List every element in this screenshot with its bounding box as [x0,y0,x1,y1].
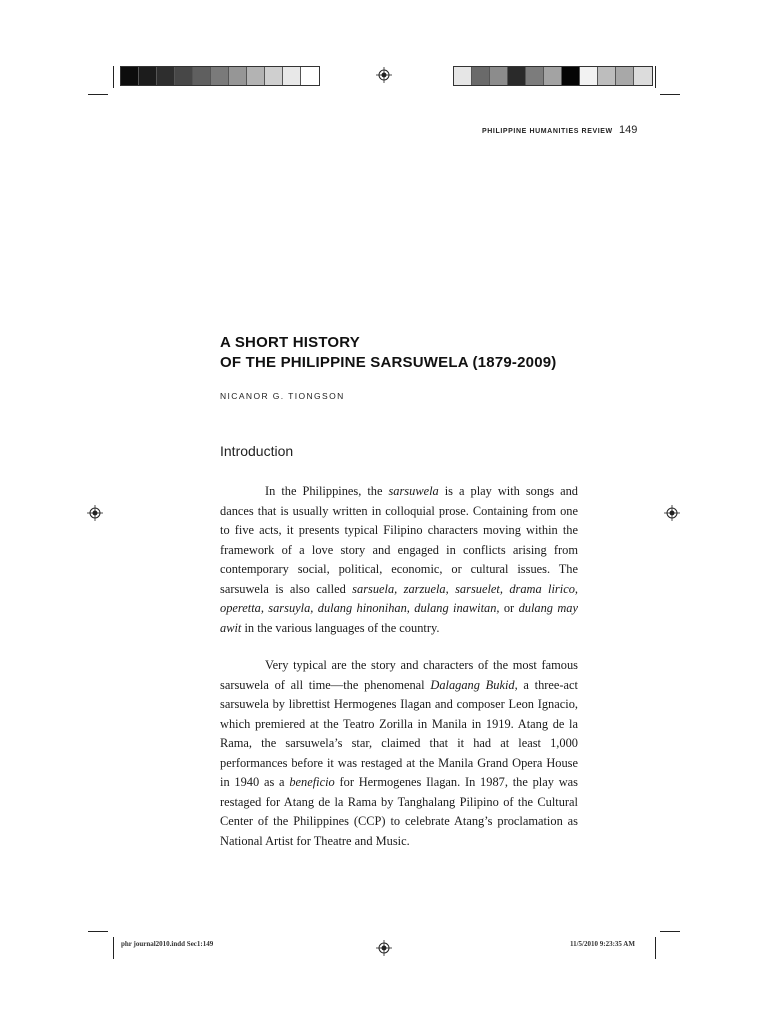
color-swatch [472,67,490,85]
registration-mark-icon [376,940,392,956]
color-swatch [175,67,193,85]
italic-text-run: dulang may awit [220,601,578,635]
article-author: NICANOR G. TIONGSON [220,391,345,401]
color-swatch [283,67,301,85]
color-swatch [634,67,652,85]
italic-text-run: beneficio [289,775,335,789]
registration-mark-icon [376,67,392,83]
color-calibration-bar-right [453,66,653,86]
color-swatch [544,67,562,85]
crop-mark [88,931,108,932]
slug-timestamp: 11/5/2010 9:23:35 AM [570,940,635,948]
slug-filename: phr journal2010.indd Sec1:149 [121,940,214,948]
text-run: In the Philippines, the [265,484,389,498]
color-swatch [121,67,139,85]
color-swatch [598,67,616,85]
color-swatch [526,67,544,85]
color-swatch [139,67,157,85]
color-swatch [562,67,580,85]
color-swatch [616,67,634,85]
text-run: a three-act sarsuwela by librettist Hermogenes Ilagan and composer Leon Ignacio, which premiered at the Teatro Zorilla in Manila in 1919. Atang de la Rama, the sarsuwela’s star, claimed that it had at least 1,000 performances before it was restaged at the Manila Grand Opera House in 1940 as a [220,677,578,789]
text-run: in the various languages of the country. [241,620,440,635]
color-calibration-bar-left [120,66,320,86]
color-swatch [157,67,175,85]
registration-mark-icon [664,505,680,521]
body-paragraph [220,482,578,638]
text-run: for Hermogenes Ilagan. In 1987, the play was restaged for Atang de la Rama by Tanghalang Pilipino of the Cultural Center of the Philippines (CCP) to celebrate Atang’s proclamation as National Artist for Theatre and Music. [220,775,578,848]
crop-mark [655,937,656,959]
italic-text-run: sarsuwela [388,484,439,498]
color-swatch [211,67,229,85]
color-swatch [490,67,508,85]
color-swatch [580,67,598,85]
article-title-line: A SHORT HISTORY [220,334,360,351]
italic-text-run: Dalagang Bukid, [430,677,518,692]
running-head: PHILIPPINE HUMANITIES REVIEW [482,128,613,135]
section-heading: Introduction [220,443,294,459]
crop-mark [88,94,108,95]
crop-mark [113,66,114,88]
crop-mark [655,66,656,88]
article-title-line: OF THE PHILIPPINE SARSUWELA (1879-2009) [220,354,557,371]
body-paragraph [220,656,578,851]
color-swatch [265,67,283,85]
page-number: 149 [619,124,638,136]
crop-mark [113,937,114,959]
color-swatch [301,67,319,85]
italic-text-run: sarsuela, zarzuela, sarsuelet, drama lirico, operetta, sarsuyla, dulang hinonihan, dulang inawitan, [220,581,578,615]
crop-mark [660,931,680,932]
text-run: is a play with songs and dances that is usually written in colloquial prose. Containing from one to five acts, it presents typical Filipino characters moving within the framework of a love story and engaged in conflicts arising from contemporary social, political, economic, or cultural issues. The sarsuwela is also called [220,484,578,596]
text-run: Very typical are the story and characters of the most famous sarsuwela of all time—the phenomenal [220,658,578,692]
registration-mark-icon [87,505,103,521]
color-swatch [508,67,526,85]
color-swatch [229,67,247,85]
color-swatch [247,67,265,85]
crop-mark [660,94,680,95]
article-title [220,333,640,373]
text-run: or [499,601,519,615]
color-swatch [454,67,472,85]
color-swatch [193,67,211,85]
